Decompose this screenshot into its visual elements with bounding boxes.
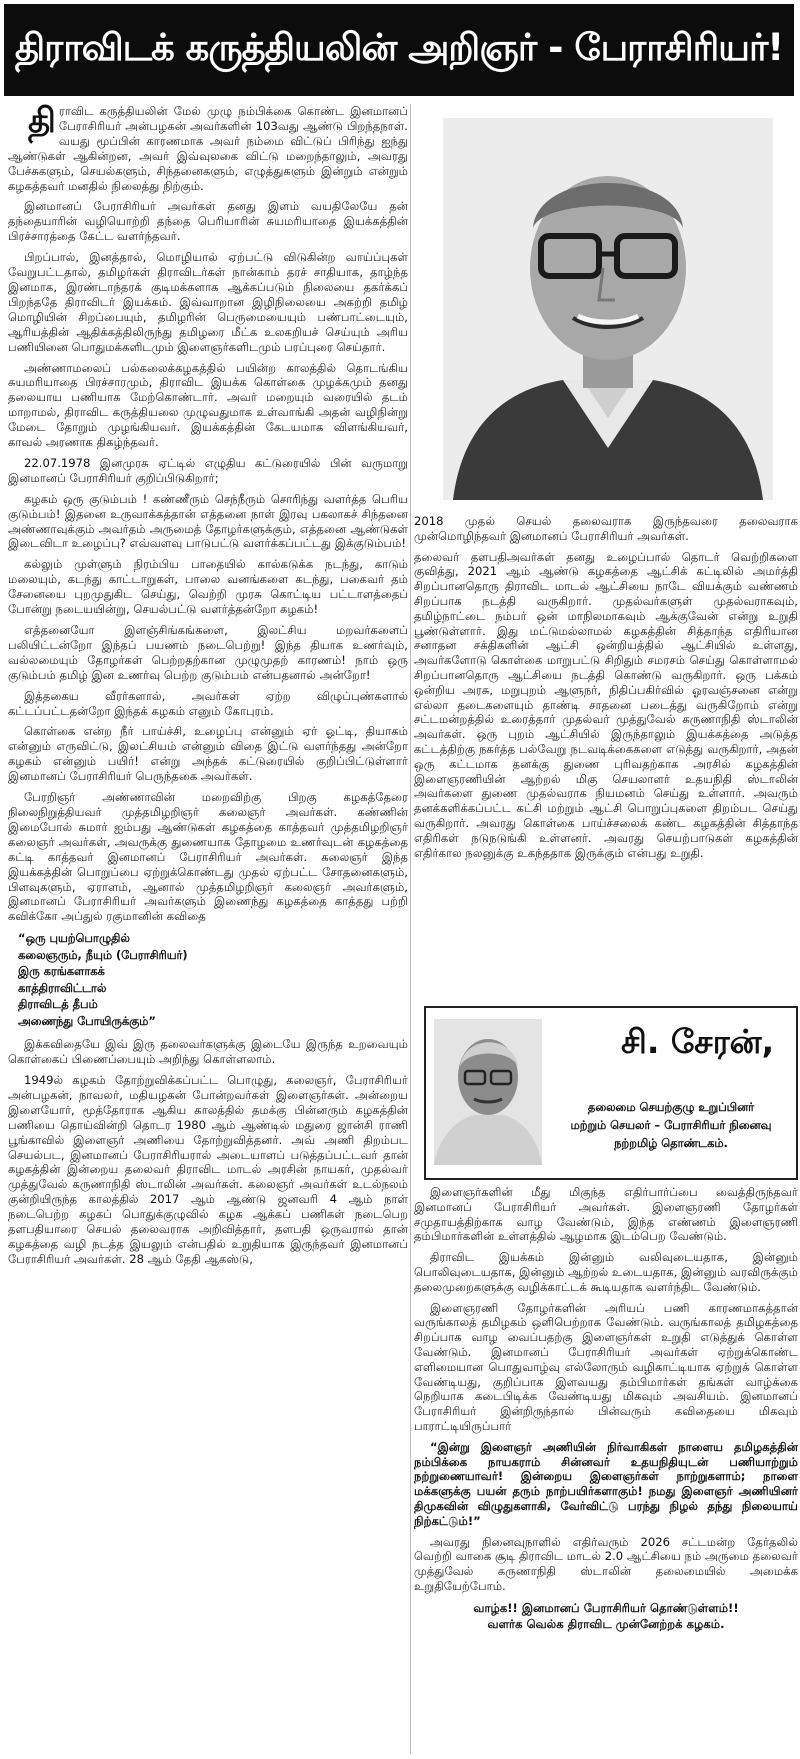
author-role xyxy=(552,1098,790,1152)
poem-line: அணைந்து போயிருக்கும்” xyxy=(18,1013,156,1028)
closing-paragraph: அவரது நினைவுநாளில் எதிர்வரும் 2026 சட்டமன்ற தேர்தலில் வெற்றி வாகை சூடி திராவிட மாடல் 2.0 ஆட்சியை நம் அருமை தலைவர் முத்துவேல் கருணாநிதி ஸ்டாலின் தலைமையில் அமைக்க உறுதியேற்போம். xyxy=(414,1534,798,1593)
paragraph: இளைஞர்களின் மீது மிகுந்த எதிர்பார்ப்பை வைத்திருந்தவர் இனமானப் பேராசிரியர் அவர்கள். இளைஞரணி தோழர்கள் சமுதாயத்திற்காக வாழ வேண்டும், இந்த எண்ணம் இளைஞரணி தம்பிமார்களின் உள்ளத்தில் ஆழமாக இடம்பெற வேண்டும். xyxy=(414,1185,798,1244)
paragraph: கல்லும் முள்ளும் நிரம்பிய பாதையில் கால்கடுக்க நடந்து, காடும் மலையும், கடந்து காட்டாறுகள், பாலை வனங்களை கடந்து, பகைவர் தம் சேனையை புறமுதுகிட செய்து, வெற்றி முரசு கொட்டிய பட்டாளத்தைப் போன்று நடையயின்று, செயல்பட்டு வளர்த்தன்றோ கழகம்! xyxy=(8,557,408,617)
paragraph: அண்ணாமலைப் பல்கலைக்கழகத்தில் பயின்ற காலத்தில் தொடங்கிய சுயமரியாதை பிரச்சாரமும், திராவிட இயக்க கொள்கை முழக்கமும் தனது தலையாய பணியாக மேற்கொண்டார். அவர் மறையும் வரையில் தடம் மாறாமல், திராவிட கருத்தியலை முழுவதுமாக உள்வாங்கி அதன் வழிநின்று மேடை தோறும் முழங்கியவர். இயக்கத்தின் கேடயமாக விளங்கியவர், காவல் அரணாக திகழ்ந்தவர். xyxy=(8,360,408,450)
paragraph: எத்தனையோ இளஞ்சிங்கங்களை, இலட்சிய மறவர்களைப் பலியிட்டன்றோ இந்தப் பயணம் நடைபெற்று! இந்த தியாக உணர்வும், வல்லமையும் தோழர்கள் பெற்றதற்கான முழுமுதற் காரணம்! நாம் ஒரு குடும்பம் தமிழ் இன உணர்வு பெற்ற குடும்பம் என்பதனால் அன்றோ! xyxy=(8,623,408,682)
portrait-illustration xyxy=(443,118,773,500)
poem xyxy=(18,930,408,1029)
portrait-photo xyxy=(443,118,773,500)
lead-paragraph xyxy=(8,104,408,193)
author-role-line: மற்றும் செயலர் – பேராசிரியர் நினைவு xyxy=(570,1118,772,1132)
paragraph: கழகம் ஒரு குடும்பம் ! கண்ணீரும் செந்நீரும் சொரிந்து வளர்த்த பெரிய குடும்பம்! இதனை உருவாக்கத்தான் எத்தனை நாள் இரவு பகலாகச் சிந்தனை அண்ணாவுக்கும் அவர்தம் அருமைத் தோழர்களுக்கும், எத்தனை ஆண்டுகள் இடைவிடா உழைப்பு? எவ்வளவு பாடுபட்டு வளர்க்கப்பட்டது இக்குடும்பம்! xyxy=(8,491,408,551)
slogan: வளர்க வெல்க திராவிட முன்னேற்றக் கழகம். xyxy=(487,1616,725,1631)
right-column-bottom xyxy=(414,1185,798,1755)
right-column-top xyxy=(414,514,798,999)
slogans xyxy=(414,1600,798,1632)
poem-line: காத்திராவிட்டால் xyxy=(18,980,107,995)
author-role-line: தலைமை செயற்குழு உறுப்பினர் xyxy=(587,1100,755,1114)
quote: “இன்று இளைஞர் அணியின் நிர்வாகிகள் நாளைய தமிழகத்தின் நம்பிக்கை நாயகராம் சின்னவர் உதயநிதியுடன் பணியாற்றும் நற்றுணையாவர்! இன்றைய இளைஞர்கள் நாற்றுகளாம்; நாளை மக்களுக்கு பயன் தரும் நாற்பயிர்களாகும்! நமது இளைஞர் அணியினர் திமுகவின் விழுதுகளாகி, வேர்விட்டு பரந்து நிழல் தந்து நிலையாய் நிற்கட்டும்!” xyxy=(414,1439,798,1528)
poem-line: கலைஞரும், நீயும் (பேராசிரியர்) xyxy=(18,947,188,962)
paragraph: பேரறிஞர் அண்ணாவின் மறைவிற்கு பிறகு கழகத்தேரை நிலைநிறுத்தியவர் முத்தமிழறிஞர் கலைஞர் அவர்கள். கண்ணின் இமைபோல் சுமார் ஐம்பது ஆண்டுகள் கழகத்தை காத்தவர் முத்தமிழறிஞர் கலைஞர் அவர்கள், அவருக்கு துணையாக தோழமை உணர்வுடன் கழகத்தை கட்டி காத்தவர் இனமானப் பேராசிரியர் அவர்கள். கலைஞர் இந்த இயக்கத்தின் பொறுப்பை ஏற்றுக்கொண்டது முதல் ஏற்பட்ட சோதனைகளும், பிளவுகளும், ஏராளம், ஆனால் முத்தமிழறிஞர் கலைஞர் அவர்களும், இனமானப் பேராசிரியர் அவர்களும் இணைந்து கழகத்தை காத்தது பற்றி கவிக்கோ அப்துல் ரகுமானின் கவிதை xyxy=(8,790,408,924)
headline: திராவிடக் கருத்தியலின் அறிஞர் - பேராசிரியர்! xyxy=(14,26,784,69)
author-illustration xyxy=(434,1019,542,1165)
poem-line: “ஒரு புயற்பொழுதில் xyxy=(18,931,130,946)
paragraph: தலைவர் தளபதிஅவர்கள் தனது உழைப்பால் தொடர் வெற்றிகளை குவித்து, 2021 ஆம் ஆண்டு கழகத்தை ஆட்சிக் கட்டிலில் அமர்த்தி சிறப்பானதொரு திராவிட மாடல் ஆட்சியை நாடே வியக்கும் வண்ணம் சிறப்பாக நடத்தி வருகிறார். முதல்வர்களுள் முதல்வராகவும், தமிழ்நாட்டை நம்பர் ஒன் மாநிலமாகவும் ஆக்குவேன் என்று உறுதி பூண்டுள்ளார். இது மட்டுமல்லாமல் கழகத்தின் சித்தாந்த எதிரியான சனாதன சக்திகளின் ஆட்சி ஒன்றியத்தில் ஆட்சியில் உள்ளது, அவர்களோடு கொள்கை மாறுபட்டு சிறிதும் சமரசம் செய்து கொள்ளாமல் சிறப்பானதொரு ஆட்சியை நடத்தி கொண்டு வருகிறார். ஒரு பக்கம் ஒன்றிய அரசு, மறுபுறம் ஆளுநர், நிதிப்பகிர்வில் ஓரவஞ்சனை என்று எல்லா தடைகளையும் தாண்டி சாதனை படைத்து வருகிறோம் என்று சட்டமன்றத்தில் உரைத்தார் முதல்வர் முத்துவேல் கருணாநிதி ஸ்டாலின் அவர்கள். ஒரு புறம் ஆட்சியில் இருந்தாலும் இயக்கத்தை அடுத்த கட்டத்திற்கு நகர்த்த பல்வேறு நடவடிக்கைகளை எடுத்து வருகிறார், அதன் ஒரு கட்டமாக தனக்கு துணை புரிவதற்காக அரசில் கழகத்தின் இளைஞரணியின் ஆற்றல் மிகு செயலாளர் உதயநிதி ஸ்டாலின் அவர்களை துணை முதல்வராக நியமனம் செய்து உள்ளார். அவரும் தனக்களிக்கப்பட்ட கட்சி மற்றும் ஆட்சி பொறுப்புகளை திறம்பட செய்து வருகிறார். அவரது கொள்கை பாய்ச்சலைக் கண்ட கழகத்தின் சித்தாந்த எதிரிகள் நடுநடுங்கி உள்ளனர். அவரது செயற்பாடுகள் கழகத்தின் எதிர்கால நலனுக்கு உகந்ததாக இருக்கும் என்பது உறுதி. xyxy=(414,549,798,860)
paragraph: இத்தகைய வீரர்களால், அவர்கள் ஏற்ற விழுப்புண்களால் கட்டப்பட்டதன்றோ இந்தக் கழகம் எனும் கோபுரம். xyxy=(8,688,408,718)
paragraph: பிறப்பால், இனத்தால், மொழியால் ஏற்பட்டு விடுகின்ற வாய்ப்புகள் வேறுபட்டதால், தமிழர்கள் திராவிடர்கள் நான்காம் தரச் சாதியாக, தாழ்ந்த இனமாக, இரண்டாந்தரக் குடிமக்களாக ஆக்கப்படும் நிலையை தகர்க்கப் பிறந்ததே திராவிடர் இயக்கம். இவ்வாறான இழிநிலையை அகற்றி தமிழ் மொழியின் சிறப்பையும், தமிழரின் பெருமையையும் பண்பாட்டையும், ஆரியத்தின் ஆதிக்கத்திலிருந்து தமிழரை மீட்க உலகறியச் செய்யும் அரிய பணியினை பொதுமக்களிடமும் இளைஞர்களிடமும் பரப்புரை செய்தார். xyxy=(8,250,408,354)
poem-line: திராவிடத் தீபம் xyxy=(18,997,98,1012)
paragraph: இனமானப் பேராசிரியர் அவர்கள் தனது இளம் வயதிலேயே தன் தந்தையாரின் வழியொற்றி தந்தை பெரியாரின் சுயமரியாதை இயக்கத்தின் பிரச்சாரத்தை கேட்ட வளர்ந்தவர். xyxy=(8,199,408,244)
paragraph: கொள்கை என்ற நீர் பாய்ச்சி, உழைப்பு என்னும் ஏர் ஓட்டி, தியாகம் என்னும் எருவிட்டு, இலட்சியம் என்னும் விதை இட்டு வளர்ந்தது அன்றோ கழகம் என்னும் பயிர்! என்று அந்தக் கட்டுரையில் குறிப்பிட்டுள்ளார் இனமானப் பேராசிரியர் பெருந்தகை அவர்கள். xyxy=(8,724,408,784)
paragraph: திராவிட இயக்கம் இன்னும் வலிவுடையதாக, இன்னும் பொலிவுடையதாக, இன்னும் ஆற்றல் உடையதாக, இன்னும் வரவிருக்கும் தலைமுறைகளுக்கு வழிக்காட்டக் கூடியதாக வளர்ந்திட வேண்டும். xyxy=(414,1250,798,1294)
paragraph: இக்கவிதையே இவ் இரு தலைவர்களுக்கு இடையே இருந்த உறவையும் கொள்கைப் பிணைப்பையும் அறிந்து கொள்ளலாம். xyxy=(8,1037,408,1067)
paragraph: இளைஞரணி தோழர்களின் அரியப் பணி காரணமாகத்தான் வருங்காலத் தமிழகம் ஒளிபெற்றாக வேண்டும். வருங்காலத் தமிழகத்தை சிறப்பாக வாழ வைப்பதற்கு இளைஞர்கள் உறுதி எடுத்துக் கொள்ள வேண்டும். இனமானப் பேராசிரியர் அவர்கள் ஏற்றுக்கொண்ட எளிமையான பொதுவாழ்வு எல்லோரும் வழிகாட்டியாக ஏற்றுக் கொள்ள வேண்டியது, குறிப்பாக இளவயது தம்பிமார்கள் தங்கள் வாழ்க்கை நெறியாக கடைபிடிக்க வேண்டியது மிகவும் அவசியம். இனமானப் பேராசிரியர் இன்றிருந்தால் பின்வரும் கவிதையை மிகவும் பாராட்டியிருப்பார் xyxy=(414,1300,798,1433)
author-box xyxy=(424,1006,798,1180)
author-photo xyxy=(434,1019,542,1165)
author-name: சி. சேரன், xyxy=(621,1022,775,1061)
author-role-line: நற்றமிழ் தொண்டகம். xyxy=(614,1136,728,1150)
column-divider xyxy=(410,104,411,1754)
poem-line: இரு கரங்களாகக் xyxy=(18,964,105,979)
dropcap: தி xyxy=(28,104,56,141)
left-column xyxy=(8,104,408,1754)
paragraph: 2018 முதல் செயல் தலைவராக இருந்தவரை தலைவராக முன்மொழிந்தவர் இனமானப் பேராசிரியர் அவர்கள். xyxy=(414,514,798,543)
paragraph: 1949ல் கழகம் தோற்றுவிக்கப்பட்ட பொழுது, கலைஞர், பேராசிரியர் அன்பழகன், நாவலர், மதியழகன் போன்றவர்கள் இளைஞர்கள். அன்றைய இளையோர், மூத்தோராக ஆகிய காலத்தில் தமக்கு பின்னரும் கழகத்தின் பணியை தொய்வின்றி தொடர 1980 ஆம் ஆண்டில் மதுரை ஜான்சி ராணி பூங்காவில் இளைஞர் அணியை தோற்றுவித்தனர். அவ் அணி திறம்பட செயல்பட, இனமானப் பேராசிரியரால் அடையாளப் படுத்தப்பட்டவர் தான் கழகத்தின் இன்றைய தலைவர் திராவிட மாடல் அரசின் நாயகர், முதல்வர் முத்துவேல் கருணாநிதி ஸ்டாலின் அவர்கள். கலைஞர் அவர்கள் உடல்நலம் குன்றியிருந்த காலத்தில் 2017 ஆம் ஆண்டு ஜனவரி 4 ஆம் நாள் நடைபெற்ற கழகப் பொதுக்குழுவில் கழக ஆக்கப் பணிகள் நடைபெற தளபதியாரை செயல் தலைவராக அறிவித்தார், தளபதி ஒருவரால் தான் கழகத்தை வழி நடத்த இயலும் என்பதில் உறுதியாக இருந்தவர் இனமானப் பேராசிரியர் அவர்கள். 28 ஆம் தேதி ஆகஸ்டு, xyxy=(8,1073,408,1266)
slogan: வாழ்க!! இனமானப் பேராசிரியர் தொண்டுள்ளம்!! xyxy=(473,1600,739,1615)
paragraph: 22.07.1978 இனமுரசு ஏட்டில் எழுதிய கட்டுரையில் பின் வருமாறு இனமானப் பேராசிரியர் குறிப்பிடுகிறார்; xyxy=(8,455,408,485)
lead-text: ராவிட கருத்தியலின் மேல் முழு நம்பிக்கை கொண்ட இனமானப் பேராசிரியர் அன்பழகன் அவர்களின் 103வது ஆண்டு பிறந்தநாள். வயது மூப்பின் காரணமாக அவர் நம்மை விட்டுப் பிரிந்து ஐந்து ஆண்டுகள் ஆகின்றன, அவர் இவ்வுலகை விட்டு மறைந்தாலும், அவரது பேச்சுகளும், செயல்களும், சிந்தனைகளும், எழுத்துகளும் இன்றும் என்றும் கழகத்தவர் மனதில் நிலைத்து நிற்கும். xyxy=(8,104,408,193)
headline-banner xyxy=(4,4,794,96)
